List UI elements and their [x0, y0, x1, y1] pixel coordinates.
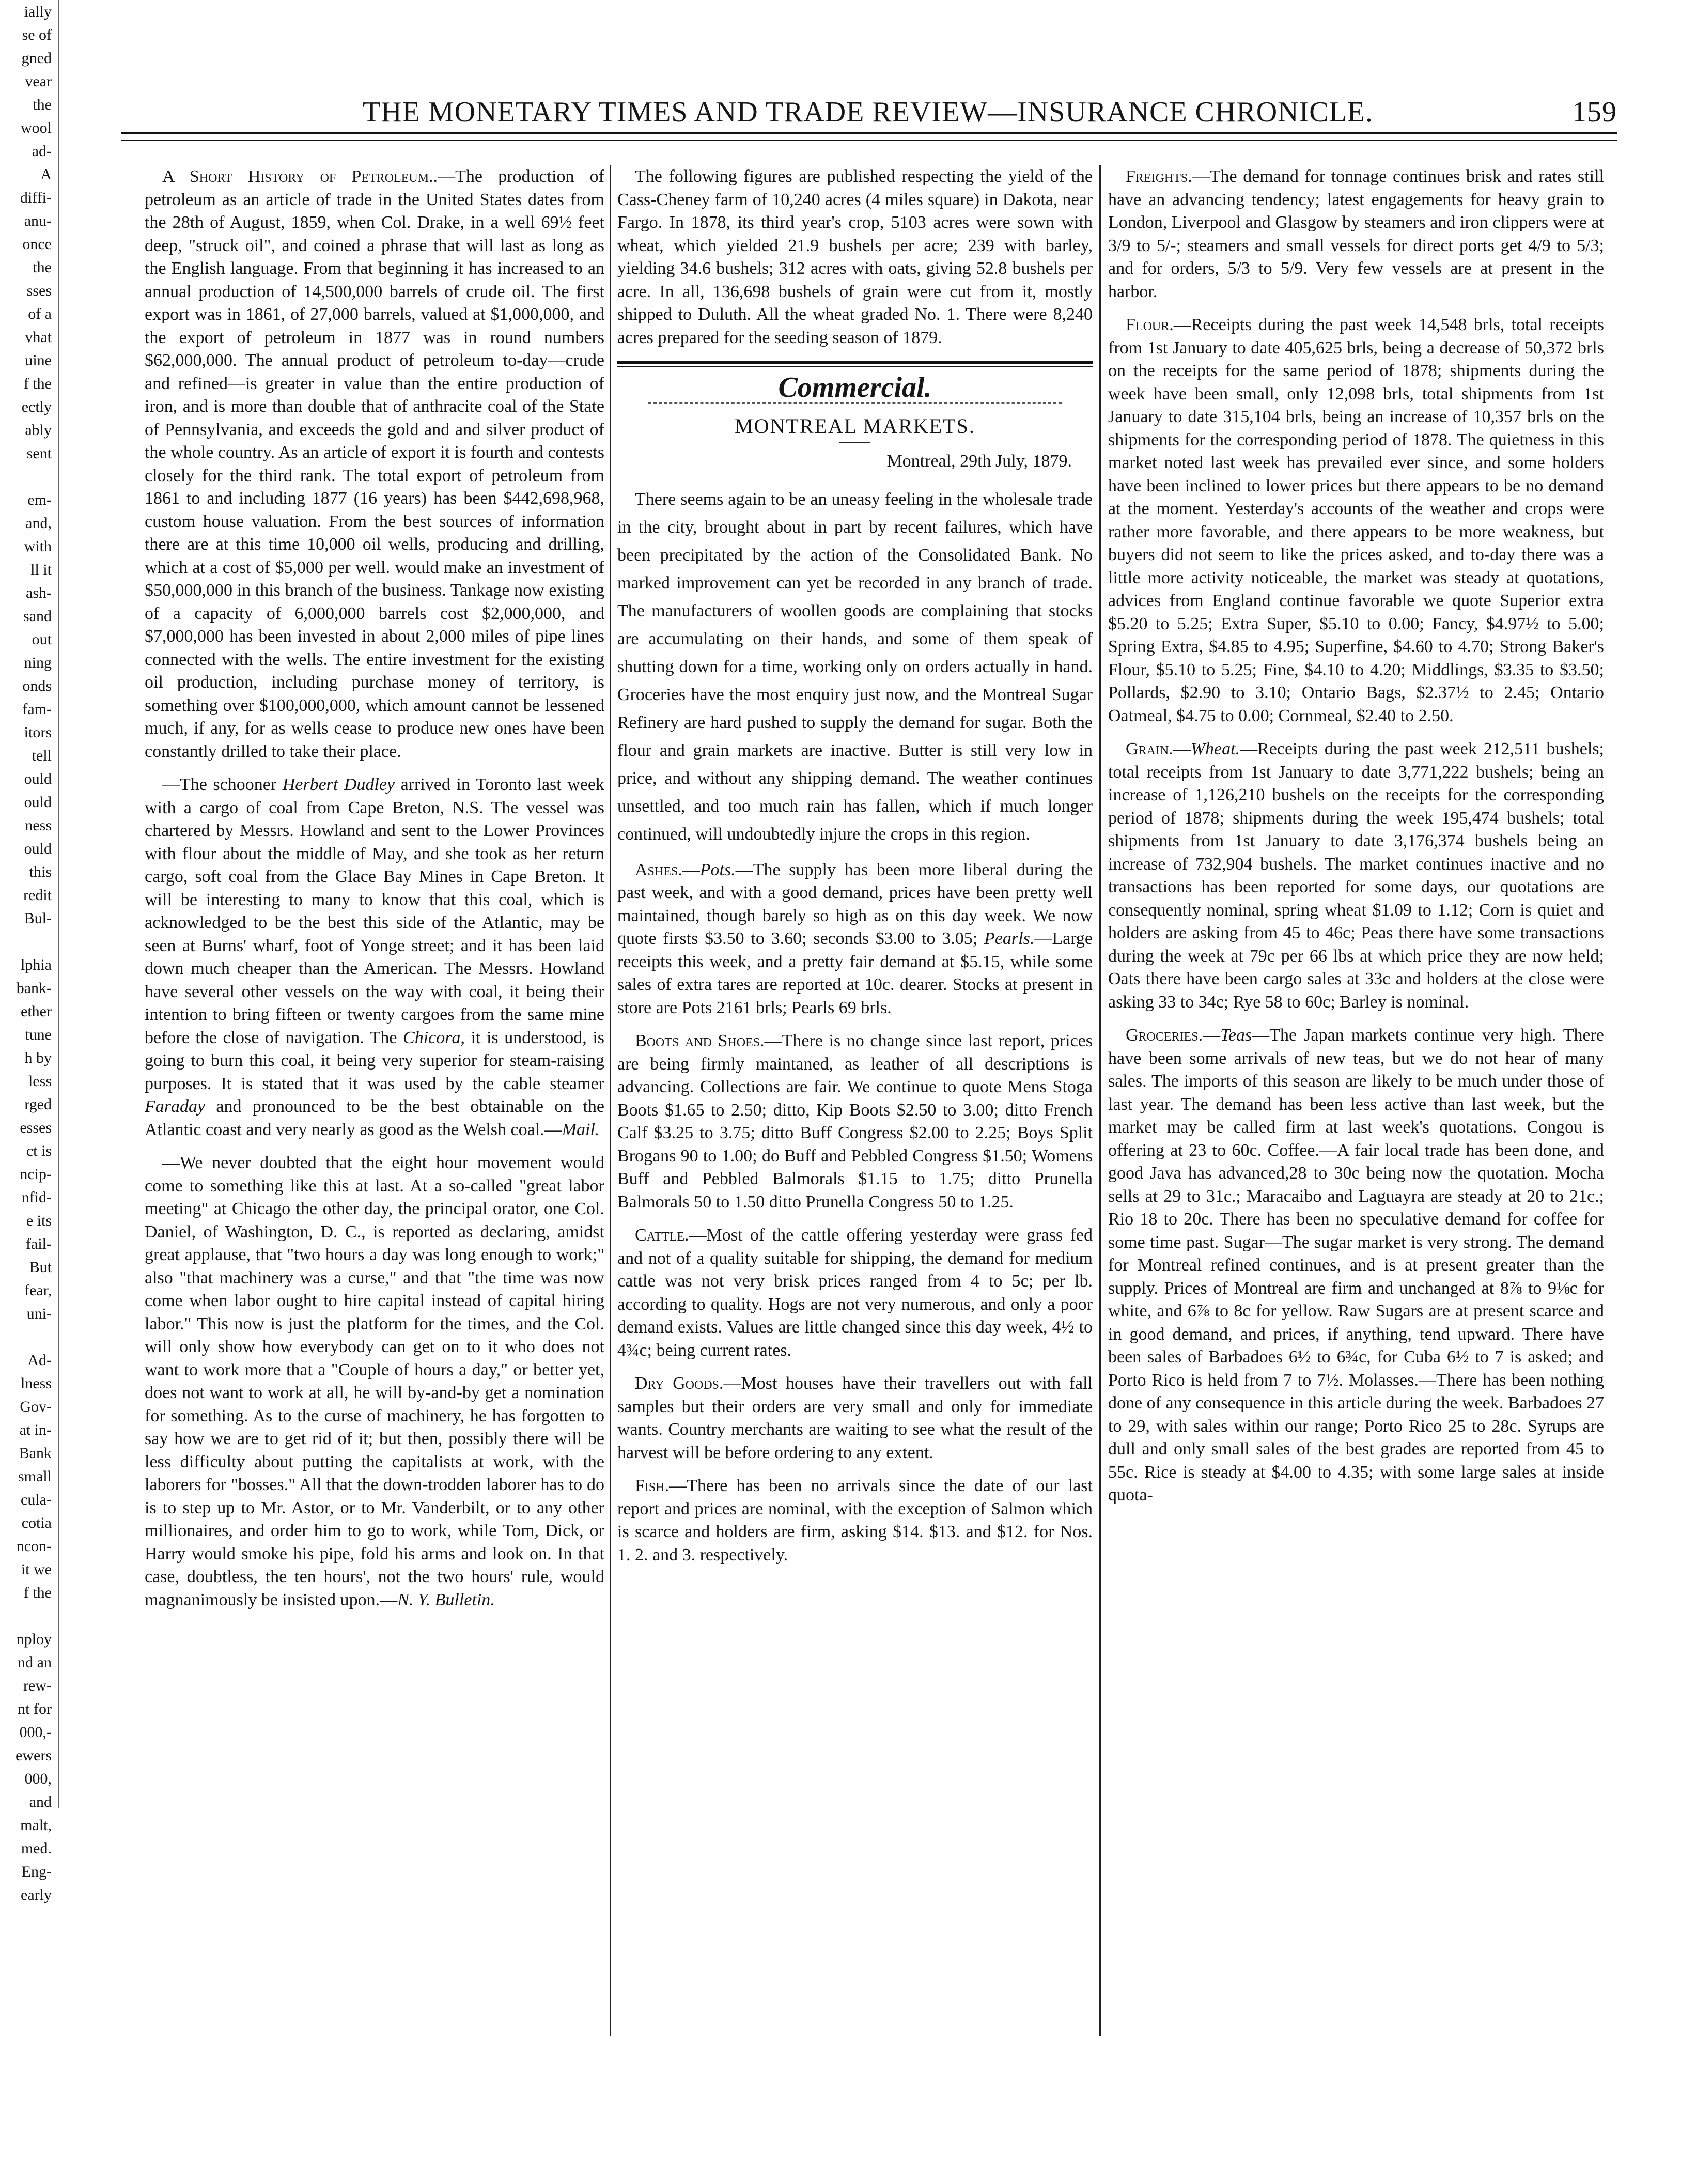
fragment-line: sses: [26, 282, 52, 299]
report-groceries: Groceries.—Teas—The Japan markets continue very high. There have been some arrivals of new teas, but we do not hear of many sales. The imports of this season are likely to be much under those of last year. The demand has been less active than last week, but the market may be called firm at last week's quotations. Congou is offering at 23 to 60c. Coffee.—A fair local trade has been done, and good Java has advanced,28 to 30c being now the quotation. Mocha sells at 29 to 31c.; Maracaibo and Laguayra are steady at 20 to 21c.; Rio 18 to 20c. There has been no speculative demand for coffee for some time past. Sugar—The sugar market is very strong. The demand for Montreal refined continues, and is at present greater than the supply. Prices of Montreal are firm and unchanged at 8⅞ to 9⅛c for white, and 6⅞ to 8c for yellow. Raw Sugars are at present scarce and in good demand, and prices, if anything, tend upward. There have been sales of Barbadoes 6½ to 6¾c, for Cuba 6½ to 7 is asked; and Porto Rico is held from 7 to 7½. Molasses.—There has been nothing done of any consequence in this article during the week. Barbadoes 27 to 29, with sales within our range; Porto Rico 25 to 28c. Syrups are dull and only small sales of the best grades are reported from 45 to 55c. Rice is steady at $4.00 to 4.35; with some large sales at inside quota-: [1108, 1026, 1604, 1505]
fragment-line: 000,: [24, 1770, 52, 1787]
article-petroleum: [145, 165, 604, 763]
fragment-line: se of: [22, 26, 52, 43]
fragment-line: f the: [23, 1584, 52, 1601]
fragment-line: nt for: [18, 1700, 52, 1717]
text: arrived in Toronto last week with a cargo of coal from Cape Breton, N.S. The vessel was chartered by Messrs. Howland and sent to the Lower Provinces with flour about the middle of May, and she took as her return cargo, soft coal from the Glace Bay Mines in Cape Breton. It will be interesting to many to know that this coal, which is acknowledged to be the best this side of the Atlantic, may be seen at Burns' wharf, foot of Yonge street; and it has been laid down much cheaper than the American. The Messrs. Howland have several other vessels on the way with coal, it being their intention to bring fifteen or twenty cargoes from the same mine before the close of navigation. The: [145, 775, 604, 1047]
fragment-line: ncon-: [16, 1538, 52, 1555]
fragment-line: bank-: [16, 980, 52, 997]
column-divider: [610, 165, 611, 2036]
text: and pronounced to be the best obtainable on the Atlantic coast and very nearly as good as the Welsh coal.—: [145, 1097, 604, 1139]
fragment-line: ash-: [26, 584, 52, 601]
fragment-line: of a: [28, 305, 52, 322]
fragment-line: ll it: [30, 561, 52, 578]
report-body: —Most houses have their travellers out with fall samples but their orders are very small and only for immediate wants. Country merchants are waiting to see what the result of the harvest will be before ordering to any extent.: [617, 1374, 1093, 1462]
fragment-line: the: [33, 259, 52, 276]
report-heading: Flour.: [1126, 315, 1174, 334]
article-body: —The production of petroleum as an article of trade in the United States dates from the 28th of August, 1859, when Col. Drake, in a well 69½ feet deep, "struck oil", and coined a phrase that will last as long as the English language. From that beginning it has increased to an annual production of 14,500,000 barrels of crude oil. The first export was in 1861, of 27,000 barrels, valued at $1,000,000, and the export of petroleum in 1877 was in round numbers $62,000,000. The annual product of petroleum to-day—crude and refined—is greater in value than the entire production of iron, and is more than double that of anthracite coal of the State of Pennsylvania, and exceeds the gold and and silver product of the whole country. As an article of export it is fourth and contests closely for the third rank. The total export of petroleum from 1861 to and including 1877 (16 years) has been $442,698,968, custom house valuation. From the best sources of information there are at this time 10,000 oil wells, producing and drilling, which at a cost of $5,000 per well. would make an investment of $50,000,000 in this branch of the business. Tankage now existing of a capacity of 6,000,000 barrels cost $2,000,000, and $7,000,000 has been invested in about 2,000 miles of pipe lines connected with the wells. The entire investment for the existing oil production, including purchase money of territory, is something over $100,000,000, which amount cannot be lessened much, if any, for as wells cease to produce new ones have been constantly drilled to take their place.: [145, 167, 604, 761]
page-number: 159: [1572, 96, 1617, 128]
report-dry-goods: [617, 1372, 1093, 1464]
fragment-line: A: [40, 166, 52, 183]
markets-intro: There seems again to be an uneasy feeling in the wholesale trade in the city, brought about in part by recent failures, which have been precipitated by the action of the Consolidated Bank. No marked improvement can yet be recorded in any branch of trade. The manufacturers of woollen goods are complaining that stocks are accumulating on their hands, and some of them speak of shutting down for a time, working only on orders actually in hand. Groceries have the most enquiry just now, and the Montreal Sugar Refinery are hard pushed to supply the demand for sugar. Both the flour and grain markets are inactive. Butter is still very low in price, and without any shipping demand. The weather continues unsettled, and too much rain has fallen, which if much longer continued, will undoubtedly injure the crops in this region.: [617, 489, 1093, 844]
fragment-line: the: [33, 96, 52, 113]
dateline: Montreal, 29th July, 1879.: [886, 452, 1072, 471]
fragment-line: em-: [27, 491, 52, 508]
fragment-line: But: [29, 1259, 52, 1276]
fragment-line: redit: [23, 887, 52, 904]
header-rule: [121, 132, 1617, 134]
report-boots: [617, 1030, 1093, 1214]
article-body: —We never doubted that the eight hour movement would come to something like this at last. At a so-called "great labor meeting" at Chicago the other day, the principal orator, one Col. Daniel, of Washington, D. C., is reported as declaring, amidst great applause, that "two hours a day was long enough to work;" also "that machinery was a curse," and that "the time was now come when labor ought to hire capital instead of capital hiring labor." This now is just the platform for the times, and the Col. will only show how everybody can get on to it who does not want to work more that a "Couple of hours a day," or better yet, does not want to work at all, he will by-and-by get a nomination for something. As to the curse of machinery, he has forgotten to say how we are to get rid of it; but then, possibly there will be less difficulty about putting the capitalists at work, with the laborers for "bosses." All that the down-trodden laborer has to do is to step up to Mr. Astor, or to Mr. Vanderbilt, or to any other millionaires, and order him to go to work, while Tom, Dick, or Harry would smoke his pipe, fold his arms and look on. In that case, doubtless, the ten hours', not the two hours' rule, would magnanimously be insisted upon.—: [145, 1153, 604, 1609]
report-body: —Receipts during the past week 14,548 brls, total receipts from 1st January to date 405,625 brls, being a decrease of 50,372 brls on the receipts for the same period of 1878; shipments during the week have been small, only 12,098 brls, total shipments from 1st January to date 315,104 brls, being an increase of 10,357 brls on the shipments for the corresponding period of 1878. The quietness in this market noted last week has prevailed ever since, and some holders have been inclined to lower prices but there appears to be no demand at the moment. Yesterday's accounts of the weather and crops were rather more favorable, and there appears to be more weakness, but buyers did not seem to like the prices asked, and to-day there was a little more activity noticeable, the market was steady at quotations, advices from England continue favorable we quote Superior extra $5.20 to 5.25; Extra Super, $5.10 to 0.00; Fancy, $4.97½ to 5.00; Spring Extra, $4.85 to 4.95; Superfine, $4.60 to 4.70; Strong Baker's Flour, $5.10 to 5.25; Fine, $4.10 to 4.20; Middlings, $3.35 to $3.50; Pollards, $2.90 to 3.10; Ontario Bags, $2.37½ to 2.45; Ontario Oatmeal, $4.75 to 0.00; Cornmeal, $2.40 to 2.50.: [1108, 315, 1604, 725]
fragment-line: rew-: [23, 1677, 52, 1694]
report-heading: Freights.: [1126, 167, 1192, 186]
column-1: [145, 165, 604, 2143]
fragment-line: onds: [22, 677, 52, 694]
section-rule-thin: [617, 366, 1093, 367]
report-subheading: Wheat.: [1190, 739, 1240, 758]
report-subheading: Pots.: [699, 860, 736, 879]
fragment-line: Bank: [19, 1445, 52, 1462]
fragment-line: lness: [21, 1375, 52, 1392]
report-heading: Dry Goods.: [635, 1374, 724, 1393]
fragment-line: ould: [24, 840, 52, 857]
fragment-line: [0, 1325, 58, 1349]
report-body: —The Japan markets continue very high. There have been some arrivals of new teas, but we do not hear of many sales. The imports of this season are likely to be much under those of last year. The demand has been less active than last week, but the market may be called firm at last week's quotations. Congou is offering at 23 to 60c. Coffee.—A fair local trade has been done, and good Java has advanced,28 to 30c being now the quotation. Mocha sells at 29 to 31c.; Maracaibo and Laguayra are steady at 20 to 21c.; Rio 18 to 20c. There has been no speculative demand for coffee for some time past. Sugar—The sugar market is very strong. The demand for Montreal refined continues, and is at present greater than the supply. Prices of Montreal are firm and unchanged at 8⅞ to 9⅛c for white, and 6⅞ to 8c for yellow. Raw Sugars are at present scarce and in good demand, and prices, if anything, tend upward. There have been sales of Barbadoes 6½ to 6¾c, for Cuba 6½ to 7 is asked; and Porto Rico is held from 7 to 7½. Molasses.—There has been nothing done of any consequence in this article during the week. Barbadoes 27 to 29, with sales within our range; Porto Rico 25 to 28c. Syrups are dull and only small sales of the best grades are reported from 45 to 55c. Rice is steady at $4.00 to 4.35; with some large sales at inside quota-: [1108, 1026, 1604, 1505]
fragment-line: with: [24, 538, 52, 555]
fragment-line: sent: [26, 445, 52, 462]
report-body: —The supply has been more liberal during the past week, and with a good demand, prices have been pretty well maintained, though barely so high as on this day week. We now quote firsts $3.50 to 3.60; seconds $3.00 to 3.05;: [617, 860, 1093, 948]
fragment-line: Ad-: [27, 1352, 52, 1369]
fragment-line: nploy: [16, 1631, 52, 1648]
article-schooner: [145, 773, 604, 1141]
report-body: —There has been no arrivals since the date of our last report and prices are nominal, with the exception of Salmon which is scarce and holders are firm, asking $14. $13. and $12. for Nos. 1. 2. and 3. respectively.: [617, 1476, 1093, 1565]
fragment-line: ectly: [21, 398, 52, 415]
report-flour: [1108, 314, 1604, 727]
fragment-line: at in-: [19, 1421, 52, 1438]
fragment-line: rged: [24, 1096, 52, 1113]
report-subheading: Teas: [1220, 1026, 1252, 1045]
fragment-line: nd an: [18, 1654, 52, 1671]
fragment-line: ether: [21, 1003, 52, 1020]
text: , it is understood, is going to burn this coal, it being very superior for steam-raising purposes. It is stated that it was used by the cable steamer: [145, 1028, 604, 1093]
section-heading: Commercial.: [778, 371, 932, 404]
fragment-line: ct is: [26, 1142, 52, 1159]
article-farm: The following figures are published respecting the yield of the Cass-Cheney farm of 10,240 acres (4 miles square) in Dakota, near Fargo. In 1878, its third year's crop, 5103 acres were sown with wheat, which yielded 21.9 bushels per acre; 239 with barley, yielding 34.6 bushels; 312 acres with oats, giving 52.8 bushels per acre. In all, 136,698 bushels of grain were cut from it, mostly shipped to Duluth. All the wheat graded No. 1. There were 8,240 acres prepared for the seeding season of 1879.: [617, 167, 1093, 347]
fragment-line: anu-: [24, 212, 52, 229]
fragment-line: ould: [24, 794, 52, 811]
fragment-line: cula-: [21, 1491, 52, 1508]
report-cattle: [617, 1224, 1093, 1362]
report-body: —Receipts during the past week 212,511 bushels; total receipts from 1st January to date 3,771,222 bushels; being an increase of 1,126,210 bushels on the receipts for the corresponding period of 1878; shipments during the week 195,474 bushels; total shipments from 1st January to date 3,176,374 bushels being an increase of 732,904 bushels. The market continues inactive and no transactions has been reported for some days, our quotations are consequently nominal, spring wheat $1.09 to 1.12; Corn is quiet and holders are asking from 45 to 46c; Peas there have some transactions during the week at 79c per 66 lbs at which price they are now held; Oats there have been cargo sales at 33c and holders at the close were asking 33 to 34c; Rye 58 to 60c; Barley is nominal.: [1108, 739, 1604, 1012]
fragment-line: less: [28, 1073, 52, 1090]
fragment-line: early: [21, 1886, 52, 1903]
report-body: —The demand for tonnage continues brisk and rates still have an advancing tendency; latest engagements for heavy grain to London, Liverpool and Glasgow by steamers and iron clippers were at 3/9 to 5/-; steamers and small vessels for direct ports get 4/9 to 5/3; and for orders, 5/3 to 5/9. Very few vessels are at present in the harbor.: [1108, 167, 1604, 301]
fragment-line: this: [29, 863, 52, 880]
fragment-line: ould: [24, 770, 52, 787]
fragment-line: small: [18, 1468, 52, 1485]
fragment-line: it we: [21, 1561, 52, 1578]
fragment-line: ness: [25, 817, 52, 834]
report-ashes: Ashes.—Pots.—The supply has been more liberal during the past week, and with a good demand, prices have been pretty well maintained, though barely so high as on this day week. We now quote firsts $3.50 to 3.60; seconds $3.00 to 3.05; Pearls.—Large receipts this week, and a pretty fair demand at $5.15, while some sales of extra tares are reported at 10c. dearer. Stocks at present in store are Pots 2161 brls; Pearls 69 brls.: [617, 860, 1093, 1017]
fragment-line: f the: [23, 375, 52, 392]
fragment-line: gned: [21, 50, 52, 67]
fragment-line: [0, 1604, 58, 1628]
ship-name: Herbert Dudley: [282, 775, 395, 794]
source-attribution: Mail.: [562, 1120, 600, 1139]
fragment-line: ially: [24, 3, 52, 20]
article-labor: [145, 1152, 604, 1612]
fragment-line: med.: [21, 1840, 52, 1857]
fragment-line: ad-: [32, 143, 52, 160]
fragment-line: out: [32, 631, 52, 648]
fragment-line: h by: [24, 1049, 52, 1066]
fragment-line: [0, 930, 58, 953]
header-rule-thin: [121, 140, 1617, 141]
fragment-line: tune: [25, 1026, 52, 1043]
markets-heading: MONTREAL MARKETS.: [735, 414, 975, 438]
report-heading: Fish.: [635, 1476, 670, 1495]
fragment-line: sand: [23, 608, 52, 625]
fragment-line: vear: [25, 73, 52, 90]
fragment-line: itors: [24, 724, 52, 741]
fragment-line: tell: [32, 747, 52, 764]
article-title: A Short History of Petroleum..: [162, 167, 438, 186]
report-body: —There is no change since last report, prices are being firmly maintaned, as leather of all descriptions is advancing. Collections are fair. We continue to quote Mens Stoga Boots $1.65 to 2.50; ditto, Kip Boots $2.50 to 3.00; ditto French Calf $3.25 to 3.75; ditto Buff Congress $2.00 to 2.25; Boys Split Brogans 90 to 1.00; do Buff and Pebbled Congress $1.50; Womens Buff and Pebbled Balmorals $1.15 to 1.75; ditto Prunella Balmorals 50 to 1.50 ditto Prunella Congress 50 to 1.25.: [617, 1031, 1093, 1212]
page-header: [119, 96, 1617, 129]
fragment-line: ably: [25, 422, 52, 439]
report-body: —Large receipts this week, and a pretty fair demand at $5.15, while some sales of extra tares are reported at 10c. dearer. Stocks at present in store are Pots 2161 brls; Pearls 69 brls.: [617, 929, 1093, 1017]
fragment-line: wool: [21, 119, 52, 136]
column-3: [1108, 165, 1604, 2143]
short-rule: [839, 442, 870, 443]
report-heading: Boots and Shoes.: [635, 1031, 765, 1050]
fragment-line: 000,-: [19, 1724, 52, 1741]
report-body: —Most of the cattle offering yesterday were grass fed and not of a quality suitable for shipping, the demand for medium cattle was not very brisk prices ranged from 4 to 5c; per lb. according to quality. Hogs are not very numerous, and only a poor demand exists. Values are little changed since this day week, 4½ to 4¾c; being current rates.: [617, 1226, 1093, 1360]
ship-name: Faraday: [145, 1097, 206, 1116]
fragment-line: ning: [24, 654, 52, 671]
report-heading: Ashes.: [635, 860, 682, 879]
fragment-line: and,: [25, 515, 52, 532]
fragment-line: e its: [26, 1212, 52, 1229]
fragment-line: vhat: [25, 329, 52, 346]
fragment-line: Eng-: [21, 1863, 52, 1880]
report-freights: [1108, 165, 1604, 303]
ship-name: Chicora: [403, 1028, 461, 1047]
fragment-line: malt,: [20, 1817, 52, 1834]
column-2: [617, 165, 1093, 2143]
report-subheading: Pearls.: [984, 929, 1035, 948]
report-heading: Cattle.: [635, 1226, 689, 1245]
fragment-line: fam-: [22, 701, 52, 718]
source-attribution: N. Y. Bulletin.: [397, 1590, 495, 1609]
report-fish: [617, 1475, 1093, 1567]
fragment-line: lphia: [21, 956, 52, 973]
fragment-line: cotia: [21, 1514, 52, 1531]
fragment-line: Gov-: [20, 1398, 52, 1415]
fragment-line: ewers: [15, 1747, 52, 1764]
report-heading: Grain.: [1126, 739, 1173, 758]
fragment-line: esses: [20, 1119, 52, 1136]
fragment-line: nfid-: [21, 1189, 52, 1206]
fragment-line: uine: [25, 352, 52, 369]
fragment-line: diffi-: [20, 189, 52, 206]
fragment-line: [0, 465, 58, 488]
left-page-fragment: [0, 0, 59, 1903]
fragment-line: once: [22, 236, 52, 253]
fragment-line: and: [29, 1793, 52, 1810]
text: —The schooner: [162, 775, 283, 794]
fragment-line: fear,: [24, 1282, 52, 1299]
column-divider: [1099, 165, 1101, 2036]
report-grain: Grain.—Wheat.—Receipts during the past week 212,511 bushels; total receipts from 1st January to date 3,771,222 bushels; being an increase of 1,126,210 bushels on the receipts for the corresponding period of 1878; shipments during the week 195,474 bushels; total shipments from 1st January to date 3,176,374 bushels being an increase of 732,904 bushels. The market continues inactive and no transactions has been reported for some days, our quotations are consequently nominal, spring wheat $1.09 to 1.12; Corn is quiet and holders are asking from 45 to 46c; Peas there have some transactions during the week at 79c per 66 lbs at which price they are now held; Oats there have been cargo sales at 33c and holders at the close were asking 33 to 34c; Rye 58 to 60c; Barley is nominal.: [1108, 739, 1604, 1012]
fragment-line: ncip-: [20, 1166, 52, 1183]
section-rule: [617, 361, 1093, 364]
masthead-title: THE MONETARY TIMES AND TRADE REVIEW—INSURANCE CHRONICLE.: [362, 96, 1373, 128]
fragment-line: fail-: [26, 1235, 52, 1252]
report-heading: Groceries.: [1126, 1026, 1203, 1045]
fragment-line: Bul-: [24, 910, 52, 927]
fragment-line: uni-: [26, 1305, 52, 1322]
